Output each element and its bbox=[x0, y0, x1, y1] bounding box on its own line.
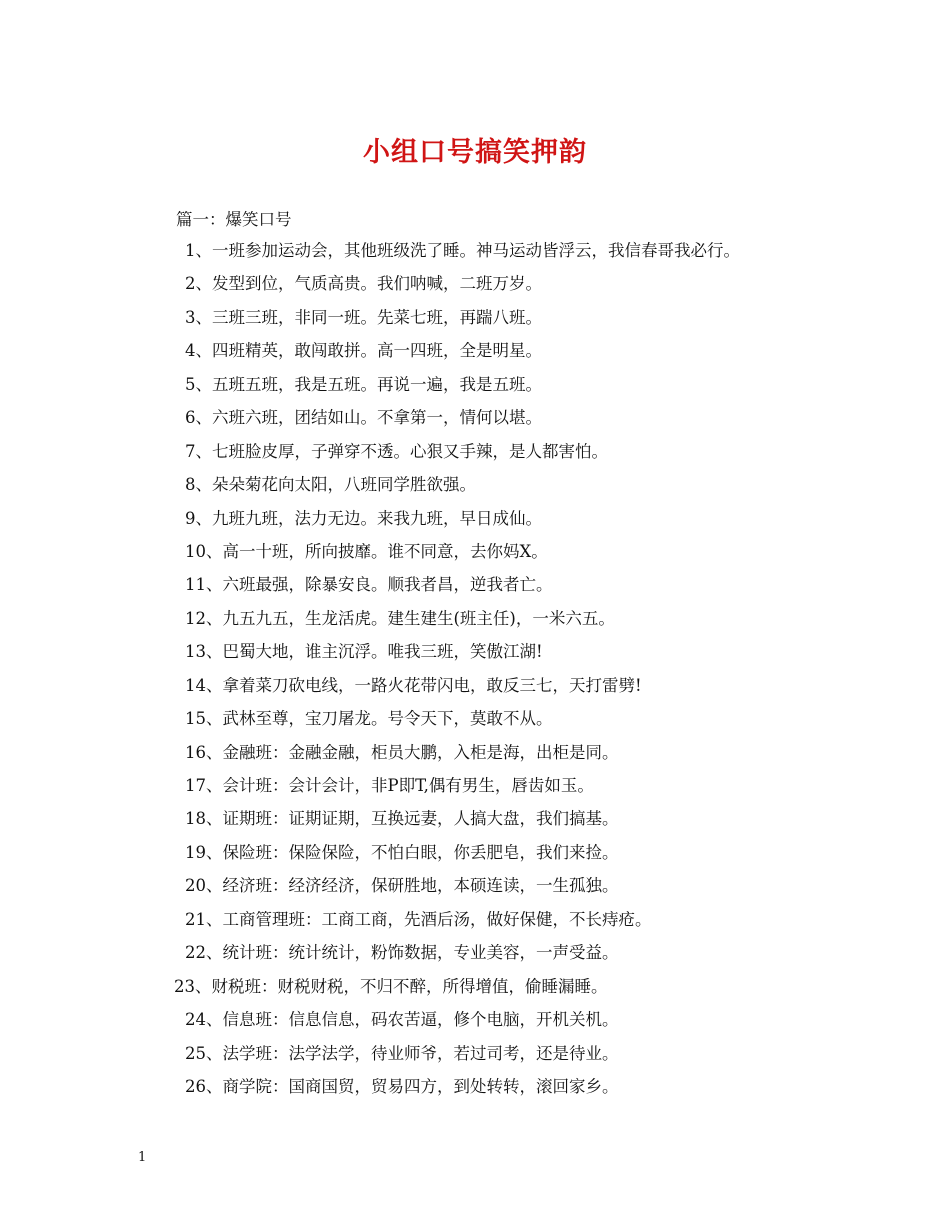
slogan-line: 13、巴蜀大地，谁主沉浮。唯我三班，笑傲江湖! bbox=[185, 642, 543, 662]
slogan-line: 9、九班九班，法力无边。来我九班，早日成仙。 bbox=[185, 508, 542, 528]
slogan-line: 26、商学院：国商国贸，贸易四方，到处转转，滚回家乡。 bbox=[185, 1076, 619, 1096]
slogan-line: 1、一班参加运动会，其他班级洗了睡。神马运动皆浮云，我信春哥我必行。 bbox=[185, 241, 740, 260]
slogan-line: 10、高一十班，所向披靡。谁不同意，去你妈X。 bbox=[185, 541, 548, 561]
slogan-line: 12、九五九五，生龙活虎。建生建生(班主任)，一米六五。 bbox=[185, 608, 615, 628]
slogan-line: 4、四班精英，敢闯敢拼。高一四班，全是明星。 bbox=[185, 341, 542, 361]
slogan-line: 16、金融班：金融金融，柜员大鹏，入柜是海，出柜是同。 bbox=[185, 742, 619, 762]
slogan-line: 17、会计班：会计会计，非P即T,偶有男生，唇齿如玉。 bbox=[185, 776, 594, 795]
slogan-line: 25、法学班：法学法学，待业师爷，若过司考，还是待业。 bbox=[185, 1043, 619, 1063]
slogan-line: 24、信息班：信息信息，码农苦逼，修个电脑，开机关机。 bbox=[185, 1010, 619, 1030]
slogan-line: 11、六班最强，除暴安良。顺我者昌，逆我者亡。 bbox=[185, 575, 553, 595]
slogan-line: 7、七班脸皮厚，子弹穿不透。心狠又手辣，是人都害怕。 bbox=[185, 441, 608, 461]
slogan-list bbox=[174, 240, 740, 1109]
slogan-line: 14、拿着菜刀砍电线，一路火花带闪电，敢反三七，天打雷劈! bbox=[185, 675, 642, 695]
slogan-line: 6、六班六班，团结如山。不拿第一，情何以堪。 bbox=[185, 408, 542, 428]
slogan-line: 21、工商管理班：工商工商，先酒后汤，做好保健，不长痔疮。 bbox=[185, 909, 652, 929]
slogan-line: 5、五班五班，我是五班。再说一遍，我是五班。 bbox=[185, 374, 542, 394]
slogan-line: 20、经济班：经济经济，保研胜地，本硕连读，一生孤独。 bbox=[185, 876, 619, 896]
document-title: 小组口号搞笑押韵 bbox=[363, 137, 587, 168]
slogan-line: 2、发型到位，气质高贵。我们呐喊，二班万岁。 bbox=[185, 274, 542, 294]
slogan-line: 23、财税班：财税财税，不归不醉，所得增值，偷睡漏睡。 bbox=[174, 976, 608, 996]
slogan-line: 15、武林至尊，宝刀屠龙。号令天下，莫敢不从。 bbox=[185, 709, 553, 729]
page-number: 1 bbox=[138, 1150, 147, 1165]
slogan-line: 22、统计班：统计统计，粉饰数据，专业美容，一声受益。 bbox=[185, 943, 619, 963]
slogan-line: 8、朵朵菊花向太阳，八班同学胜欲强。 bbox=[185, 475, 476, 495]
slogan-line: 19、保险班：保险保险，不怕白眼，你丢肥皂，我们来捡。 bbox=[185, 842, 619, 862]
slogan-line: 3、三班三班，非同一班。先菜七班，再踹八班。 bbox=[185, 307, 542, 327]
section-heading: 篇一：爆笑口号 bbox=[176, 210, 292, 229]
slogan-line: 18、证期班：证期证期，互换远妻，人搞大盘，我们搞基。 bbox=[185, 809, 619, 829]
